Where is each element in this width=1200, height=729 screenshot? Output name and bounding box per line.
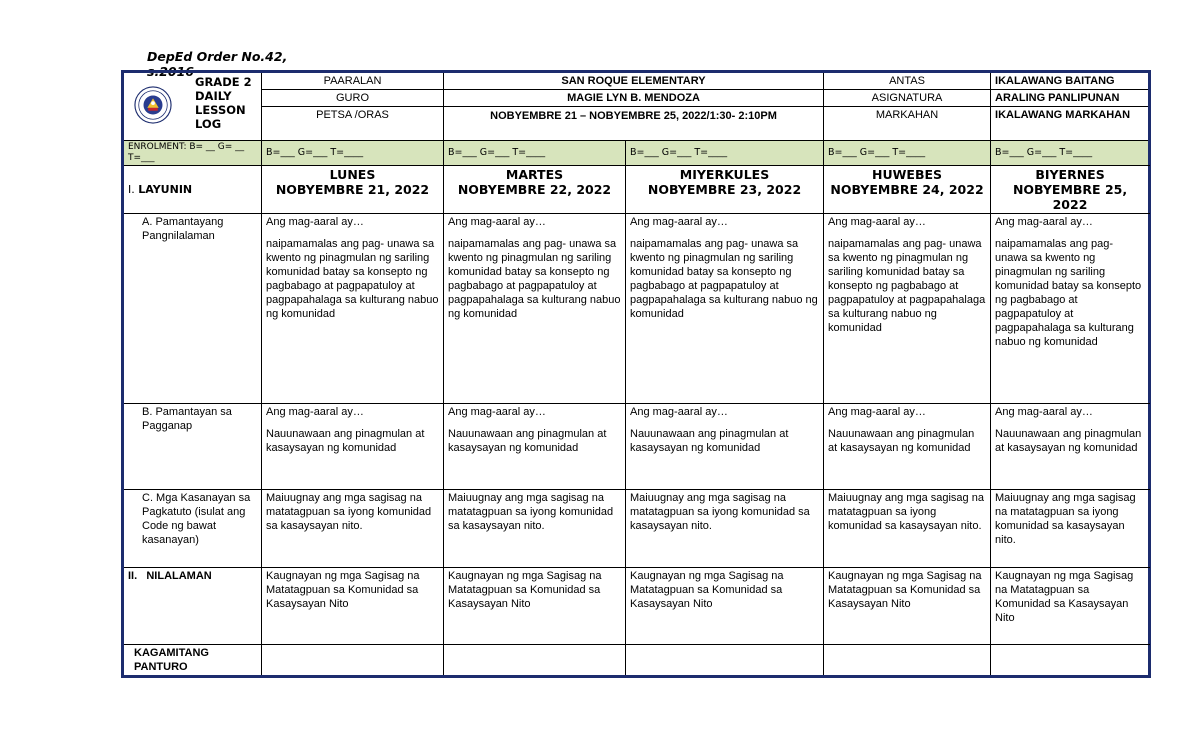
paaralan-value: SAN ROQUE ELEMENTARY (444, 72, 824, 90)
nilalaman-cell: Kaugnayan ng mga Sagisag na Matatagpuan sa Komunidad sa Kasaysayan Nito (444, 568, 626, 645)
enrolment-huwebes: B=___ G=___ T=____ (824, 141, 991, 166)
kagamitang-panturo-cell (626, 645, 824, 677)
guro-label: GURO (262, 90, 444, 107)
asignatura-label: ASIGNATURA (824, 90, 991, 107)
pagganap-cell: Ang mag-aaral ay… Nauunawaan ang pinagmulan at kasaysayan ng komunidad (444, 404, 626, 490)
day-header-martes: MARTES NOBYEMBRE 22, 2022 (444, 166, 626, 214)
logo-title-cell (123, 72, 262, 141)
antas-label: ANTAS (824, 72, 991, 90)
kasanayan-cell: Maiuugnay ang mga sagisag na matatagpuan sa iyong komunidad sa kasaysayan nito. (626, 490, 824, 568)
nilalaman-cell: Kaugnayan ng mga Sagisag na Matatagpuan sa Komunidad sa Kasaysayan Nito (991, 568, 1150, 645)
day-header-biyernes: BIYERNES NOBYEMBRE 25, 2022 (991, 166, 1150, 214)
kasanayan-cell: Maiuugnay ang mga sagisag na matatagpuan sa iyong komunidad sa kasaysayan nito. (824, 490, 991, 568)
enrolment-lunes: B=___ G=___ T=____ (262, 141, 444, 166)
pagganap-cell: Ang mag-aaral ay… Nauunawaan ang pinagmulan at kasaysayan ng komunidad (626, 404, 824, 490)
kasanayan-cell: Maiuugnay ang mga sagisag na matatagpuan sa iyong komunidad sa kasaysayan nito. (991, 490, 1150, 568)
kasanayan-cell: Maiuugnay ang mga sagisag na matatagpuan sa iyong komunidad sa kasaysayan nito. (444, 490, 626, 568)
deped-order-note: DepEd Order No.42, s.2016 (147, 49, 288, 79)
markahan-label: MARKAHAN (824, 107, 991, 141)
pagganap-cell: Ang mag-aaral ay… Nauunawaan ang pinagmulan at kasaysayan ng komunidad (824, 404, 991, 490)
daily-lesson-log-table (121, 70, 1151, 678)
enrolment-martes: B=___ G=___ T=____ (444, 141, 626, 166)
nilalaman-cell: Kaugnayan ng mga Sagisag na Matatagpuan sa Komunidad sa Kasaysayan Nito (262, 568, 444, 645)
antas-value: IKALAWANG BAITANG (991, 72, 1150, 90)
page-title: GRADE 2 DAILY LESSON LOG (195, 75, 252, 131)
pamantayan-sa-pagganap-label: B. Pamantayan sa Pagganap (123, 404, 262, 490)
enrolment-miyerkules: B=___ G=___ T=____ (626, 141, 824, 166)
layunin-heading: I. LAYUNIN (123, 166, 262, 214)
kagamitang-panturo-cell (444, 645, 626, 677)
pangnilalaman-cell: Ang mag-aaral ay… naipamamalas ang pag- unawa sa kwento ng pinagmulan ng sariling komunidad batay sa konsepto ng pagbabago at pagpapatuloy at pagpapahalaga sa kulturang nabuo ng komunidad (444, 214, 626, 404)
day-header-lunes: LUNES NOBYEMBRE 21, 2022 (262, 166, 444, 214)
kagamitang-panturo-cell (991, 645, 1150, 677)
enrolment-biyernes: B=___ G=___ T=____ (991, 141, 1150, 166)
pangnilalaman-cell: Ang mag-aaral ay… naipamamalas ang pag- unawa sa kwento ng pinagmulan ng sariling komunidad batay sa konsepto ng pagbabago at pagpapatuloy at pagpapahalaga sa kulturang nabuo ng komunidad (626, 214, 824, 404)
nilalaman-label: II. NILALAMAN (123, 568, 262, 645)
markahan-value: IKALAWANG MARKAHAN (991, 107, 1150, 141)
kagamitang-panturo-cell (262, 645, 444, 677)
kagamitang-panturo-cell (824, 645, 991, 677)
pagganap-cell: Ang mag-aaral ay… Nauunawaan ang pinagmulan at kasaysayan ng komunidad (991, 404, 1150, 490)
day-header-huwebes: HUWEBES NOBYEMBRE 24, 2022 (824, 166, 991, 214)
day-header-miyerkules: MIYERKULES NOBYEMBRE 23, 2022 (626, 166, 824, 214)
pangnilalaman-cell: Ang mag-aaral ay… naipamamalas ang pag- unawa sa kwento ng pinagmulan ng sariling komunidad batay sa konsepto ng pagbabago at pagpapatuloy at pagpapahalaga sa kulturang nabuo ng komunidad (262, 214, 444, 404)
kagamitang-panturo-label: KAGAMITANG PANTURO (123, 645, 262, 677)
nilalaman-cell: Kaugnayan ng mga Sagisag na Matatagpuan sa Komunidad sa Kasaysayan Nito (626, 568, 824, 645)
kasanayan-label: C. Mga Kasanayan sa Pagkatuto (isulat ang Code ng bawat kasanayan) (123, 490, 262, 568)
petsa-value: NOBYEMBRE 21 – NOBYEMBRE 25, 2022/1:30- 2:10PM (444, 107, 824, 141)
petsa-label: PETSA /ORAS (262, 107, 444, 141)
guro-value: MAGIE LYN B. MENDOZA (444, 90, 824, 107)
pangnilalaman-cell: Ang mag-aaral ay… naipamamalas ang pag- unawa sa kwento ng pinagmulan ng sariling komunidad batay sa konsepto ng pagbabago at pagpapatuloy at pagpapahalaga sa kulturang nabuo ng komunidad (824, 214, 991, 404)
pamantayang-pangnilalaman-label: A. Pamantayang Pangnilalaman (123, 214, 262, 404)
deped-seal-icon (134, 86, 172, 124)
pangnilalaman-cell: Ang mag-aaral ay… naipamamalas ang pag- unawa sa kwento ng pinagmulan ng sariling komunidad batay sa konsepto ng pagbabago at pagpapatuloy at pagpapahalaga sa kulturang nabuo ng komunidad (991, 214, 1150, 404)
pagganap-cell: Ang mag-aaral ay… Nauunawaan ang pinagmulan at kasaysayan ng komunidad (262, 404, 444, 490)
enrolment-label: ENROLMENT: B= __ G= __ T=___ (123, 141, 262, 166)
asignatura-value: ARALING PANLIPUNAN (991, 90, 1150, 107)
paaralan-label: PAARALAN (262, 72, 444, 90)
kasanayan-cell: Maiuugnay ang mga sagisag na matatagpuan sa iyong komunidad sa kasaysayan nito. (262, 490, 444, 568)
nilalaman-cell: Kaugnayan ng mga Sagisag na Matatagpuan sa Komunidad sa Kasaysayan Nito (824, 568, 991, 645)
